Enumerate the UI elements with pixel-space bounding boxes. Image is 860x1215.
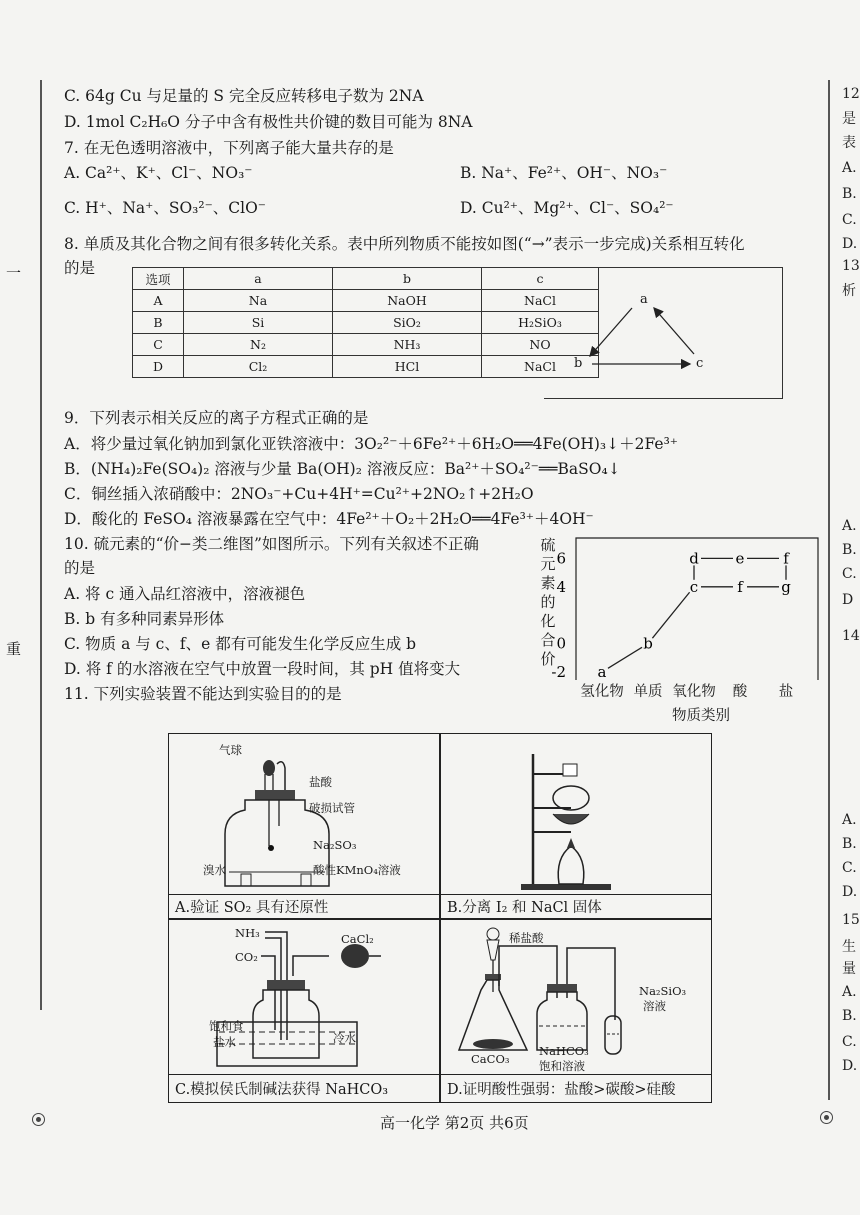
next-page-fragment: A. (842, 160, 857, 176)
next-page-fragment: D (842, 592, 854, 608)
chart-point-a: a (597, 663, 607, 681)
y-tick-label: 0 (556, 634, 566, 653)
table-cell: C (133, 334, 184, 356)
q10-stem-1: 10. 硫元素的“价−类二维图”如图所示。下列有关叙述不正确 (64, 535, 479, 553)
label-bromine-water: 溴水 (203, 863, 226, 877)
table-cell: NaOH (333, 290, 482, 312)
chart-point-f: f (783, 549, 789, 568)
y-tick-label: -2 (551, 663, 566, 681)
label-nahco3: NaHCO₃ (539, 1044, 589, 1058)
label-brine-2: 盐水 (213, 1035, 236, 1049)
q7-stem: 7. 在无色透明溶液中，下列离子能大量共存的是 (64, 139, 394, 157)
table-cell: B (133, 312, 184, 334)
x-category-label: 氢化物 (580, 684, 624, 700)
next-page-fragment: A. (842, 518, 857, 534)
arrow-a-to-b (590, 308, 632, 356)
q10-stem-2: 的是 (64, 559, 96, 577)
triangle-svg (544, 268, 782, 398)
q6-option-c: C. 64g Cu 与足量的 S 完全反应转移电子数为 2NA (64, 87, 424, 105)
label-caco3: CaCO₃ (471, 1052, 510, 1066)
next-page-fragment: 析 (842, 283, 856, 299)
caption-c: C.模拟侯氏制碱法获得 NaHCO₃ (175, 1082, 389, 1098)
chart-point-f: f (737, 577, 743, 596)
next-page-fragment: D. (842, 1058, 858, 1074)
triangle-diagram (544, 267, 783, 399)
q9-option-c: C．铜丝插入浓硝酸中：2NO₃⁻+Cu+4H⁺=Cu²⁺+2NO₂↑+2H₂O (64, 485, 534, 503)
y-tick-label: 4 (556, 577, 566, 596)
next-page-fragment: D. (842, 884, 858, 900)
y-axis-label: 硫元素的化合价 (540, 536, 556, 668)
q8-stem-2: 的是 (64, 259, 96, 277)
q9-stem: 9．下列表示相关反应的离子方程式正确的是 (64, 409, 369, 427)
apparatus-grid (168, 733, 712, 1103)
table-cell: SiO₂ (333, 312, 482, 334)
binding-hole-left (32, 1113, 45, 1126)
q10-option-a: A. 将 c 通入品红溶液中，溶液褪色 (64, 585, 306, 603)
next-page-fragment: C. (842, 212, 857, 228)
chart-point-e: e (735, 549, 745, 568)
table-row (133, 312, 599, 334)
node-a: a (640, 292, 648, 307)
margin-char-2: 重 (6, 640, 22, 658)
table-cell: Cl₂ (184, 356, 333, 378)
q11-stem: 11. 下列实验装置不能达到实验目的的是 (64, 685, 342, 703)
margin-char-1: 一 (6, 264, 22, 282)
label-dilute-hcl: 稀盐酸 (509, 931, 544, 945)
next-page-fragment: C. (842, 566, 857, 582)
table-row (133, 290, 599, 312)
table-cell: H₂SiO₃ (482, 312, 599, 334)
next-page-fragment: 生 (842, 939, 856, 955)
next-page-fragment: B. (842, 836, 857, 852)
table-cell: NH₃ (333, 334, 482, 356)
next-page-fragment: A. (842, 812, 857, 828)
chart-link (652, 592, 689, 638)
apparatus-b-drawing (441, 734, 711, 894)
page-footer: 高一化学 第2页 共6页 (380, 1114, 529, 1132)
chart-link (608, 647, 642, 668)
label-balloon: 气球 (219, 743, 242, 757)
label-co2: CO₂ (235, 950, 258, 964)
table-cell: NO (482, 334, 599, 356)
table-cell: D (133, 356, 184, 378)
label-na2sio3: Na₂SiO₃ (639, 984, 687, 998)
chart-point-g: g (781, 577, 791, 596)
x-category-label: 氧化物 (672, 684, 716, 700)
next-page-fragment: A. (842, 984, 857, 1000)
node-c: c (696, 356, 704, 371)
x-category-label: 单质 (633, 684, 663, 700)
x-axis-label: 物质类别 (672, 708, 730, 724)
q8-stem-1: 8. 单质及其化合物之间有很多转化关系。表中所列物质不能按如图(“→”表示一步完成)关系相互转化 (64, 235, 745, 253)
label-brine-1: 饱和食 (209, 1019, 244, 1033)
valence-chart (536, 530, 826, 725)
label-broken-tube: 破损试管 (309, 801, 355, 815)
q9-option-a: A．将少量过氧化钠加到氯化亚铁溶液中：3O₂²⁻＋6Fe²⁺＋6H₂O══4Fe(OH)₃↓＋2Fe³⁺ (64, 435, 678, 453)
q7-option-a: A. Ca²⁺、K⁺、Cl⁻、NO₃⁻ (64, 164, 253, 182)
q6-option-d: D. 1mol C₂H₆O 分子中含有极性共价键的数目可能为 8NA (64, 113, 473, 131)
x-category-label: 盐 (778, 684, 794, 700)
label-cold-water: 冷水 (333, 1031, 356, 1045)
table-cell: NaCl (482, 356, 599, 378)
table-row (133, 334, 599, 356)
caption-a: A.验证 SO₂ 具有还原性 (175, 900, 329, 916)
chart-svg (536, 530, 826, 690)
table-cell: A (133, 290, 184, 312)
q10-option-d: D. 将 f 的水溶液在空气中放置一段时间，其 pH 值将变大 (64, 660, 461, 678)
caption-b: B.分离 I₂ 和 NaCl 固体 (447, 900, 602, 916)
table-header: b (333, 268, 482, 290)
next-page-fragment: 表 (842, 135, 856, 151)
next-page-fragment: B. (842, 542, 857, 558)
table-header: c (482, 268, 599, 290)
next-page-fragment: C. (842, 1034, 857, 1050)
q7-option-c: C. H⁺、Na⁺、SO₃²⁻、ClO⁻ (64, 199, 266, 217)
label-nh3: NH₃ (235, 926, 260, 940)
y-tick-label: 6 (556, 549, 566, 568)
label-kmno4: 酸性KMnO₄溶液 (313, 863, 401, 877)
next-page-fragment: 13 (842, 258, 860, 274)
node-b: b (574, 356, 583, 371)
chart-point-c: c (689, 577, 699, 596)
next-page-fragment: 12 (842, 86, 860, 102)
table-row (133, 356, 599, 378)
next-page-fragment: D. (842, 236, 858, 252)
table-cell: Si (184, 312, 333, 334)
table-cell: NaCl (482, 290, 599, 312)
label-hydrochloric-acid: 盐酸 (309, 775, 332, 789)
label-solution: 溶液 (643, 999, 666, 1013)
table-cell: HCl (333, 356, 482, 378)
table-cell: N₂ (184, 334, 333, 356)
chart-point-d: d (689, 549, 699, 568)
q10-option-c: C. 物质 a 与 c、f、e 都有可能发生化学反应生成 b (64, 635, 417, 653)
next-page-fragment: 14 (842, 628, 860, 644)
next-page-fragment: C. (842, 860, 857, 876)
caption-d: D.证明酸性强弱：盐酸>碳酸>硅酸 (447, 1082, 676, 1098)
q8-table (132, 267, 599, 378)
label-saturated-solution: 饱和溶液 (539, 1059, 585, 1073)
binding-line-right (828, 80, 830, 1100)
chart-point-b: b (643, 634, 653, 653)
next-page-fragment: 量 (842, 961, 856, 977)
x-category-label: 酸 (732, 684, 748, 700)
next-page-fragment: 15 (842, 912, 860, 928)
next-page-fragment: B. (842, 186, 857, 202)
table-header-row (133, 268, 599, 290)
table-cell: Na (184, 290, 333, 312)
label-cacl2: CaCl₂ (341, 932, 374, 946)
next-page-fragment: 是 (842, 111, 856, 127)
binding-hole-right (820, 1111, 833, 1124)
apparatus-c-drawing (169, 920, 439, 1070)
label-sodium-sulfite: Na₂SO₃ (313, 838, 357, 852)
q10-option-b: B. b 有多种同素异形体 (64, 610, 225, 628)
next-page-fragment: B. (842, 1008, 857, 1024)
q9-option-b: B．(NH₄)₂Fe(SO₄)₂ 溶液与少量 Ba(OH)₂ 溶液反应：Ba²⁺＋SO₄²⁻══BaSO₄↓ (64, 460, 621, 478)
table-header: a (184, 268, 333, 290)
q7-option-b: B. Na⁺、Fe²⁺、OH⁻、NO₃⁻ (460, 164, 668, 182)
q7-option-d: D. Cu²⁺、Mg²⁺、Cl⁻、SO₄²⁻ (460, 199, 674, 217)
arrow-c-to-a (654, 308, 694, 354)
binding-line-left (40, 80, 42, 1010)
q9-option-d: D．酸化的 FeSO₄ 溶液暴露在空气中：4Fe²⁺＋O₂＋2H₂O══4Fe³⁺＋4OH⁻ (64, 510, 594, 528)
table-header: 选项 (133, 268, 184, 290)
